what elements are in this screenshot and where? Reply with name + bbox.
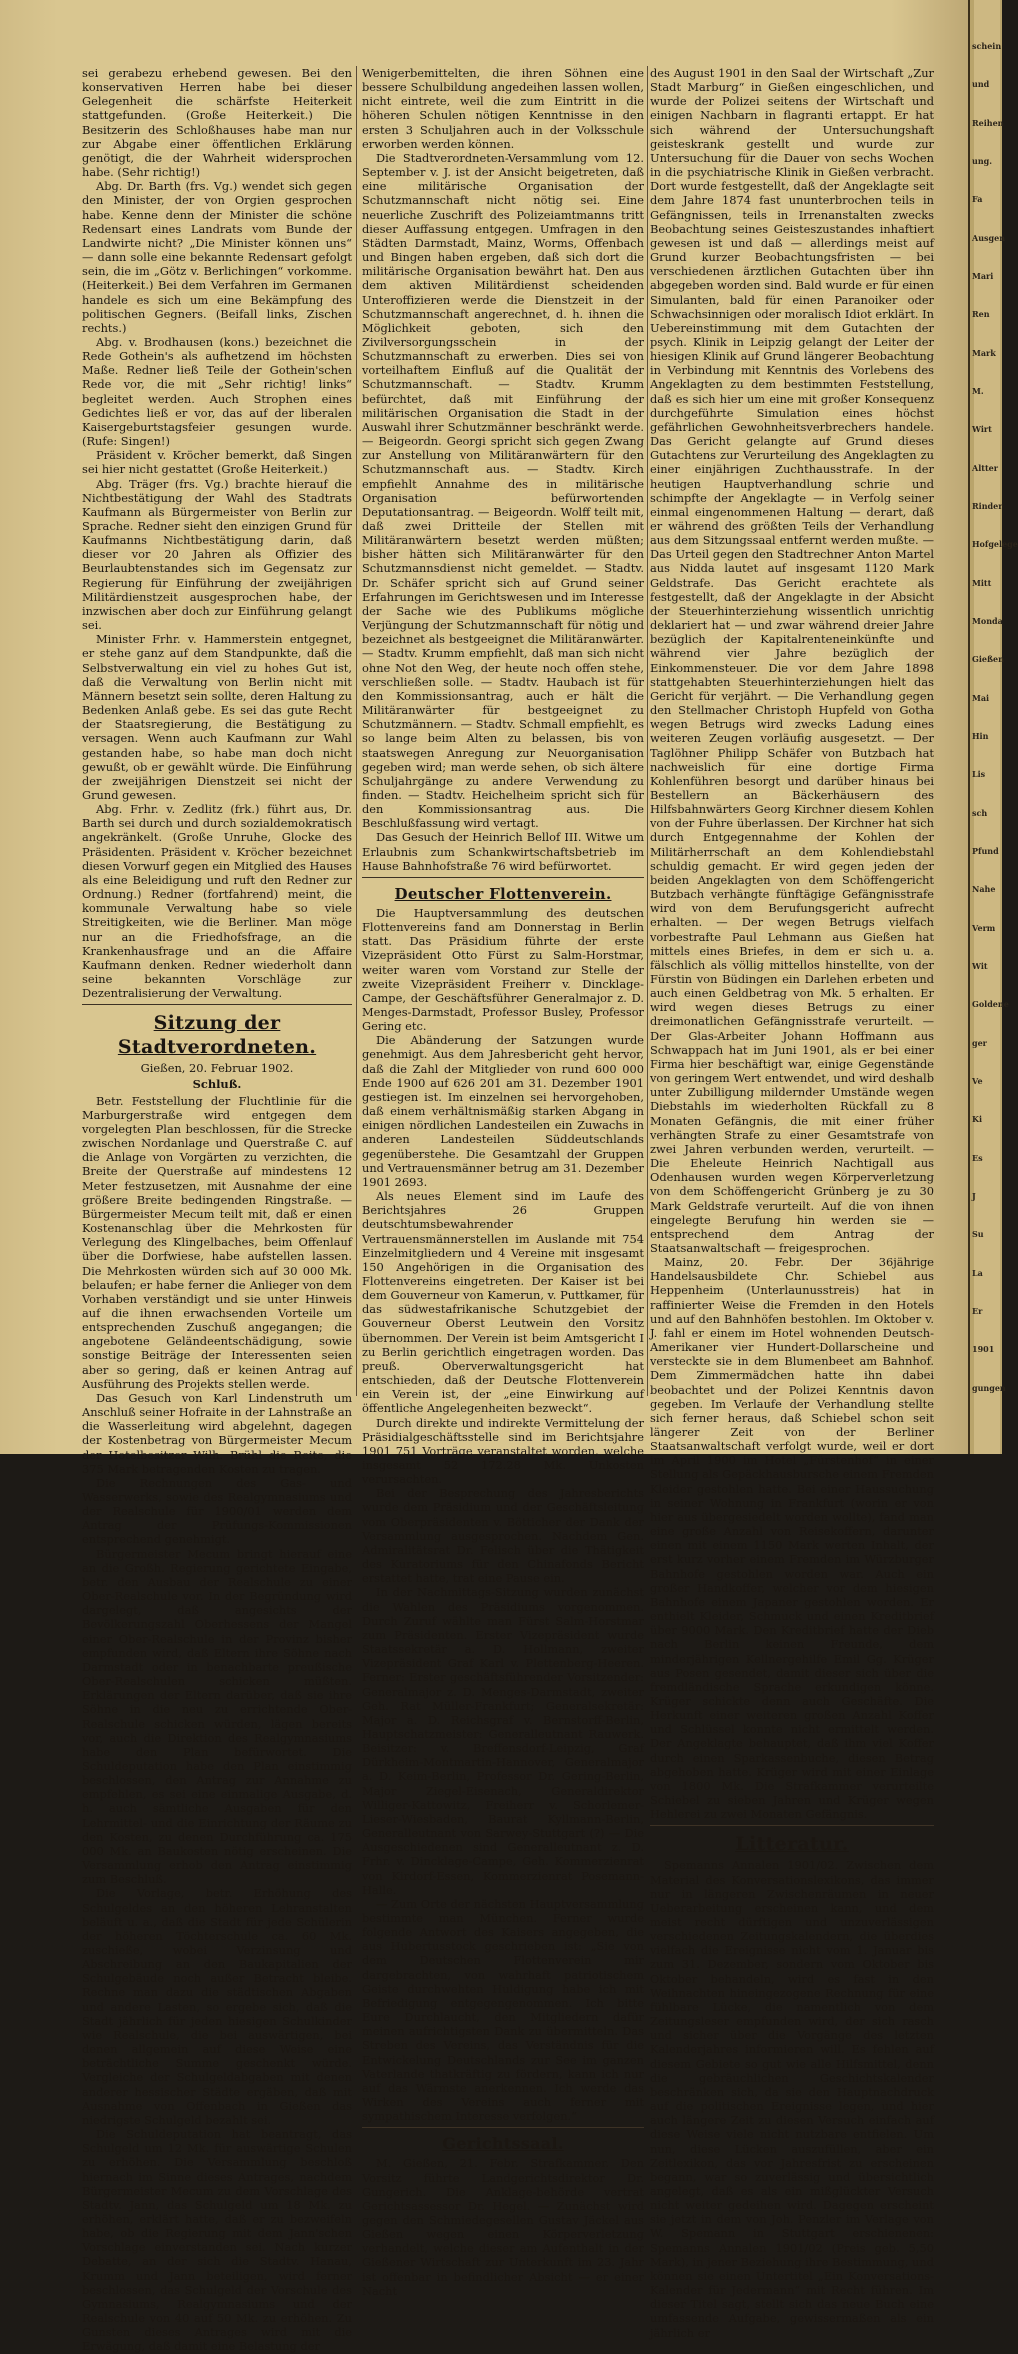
- paragraph: Die Rechnungen des Gas- und Wasserwerks, sowie des Realgymnasiums und der Realschule für 1900/01 werden dem Antrag der Prüfungs-Kommissionen entsprechend genehmigt.: [82, 1475, 352, 1547]
- edge-word: Wirt: [972, 424, 992, 435]
- paragraph: Abg. Frhr. v. Zedlitz (frk.) führt aus, Dr. Barth sei durch und durch sozialdemokratisch angekränkelt. (Große Unruhe, Glocke des Präsidenten. Präsident v. Kröcher bezeichnet diesen Vorwurf gegen ein Mitglied des Hauses als eine Beleidigung und ruft den Redner zur Ordnung.) Redner (fortfahrend) meint, die kommunale Verwaltung habe so viele Streitigkeiten, wie die Berliner. Man möge nur an die Friedhofsfrage, an die Krankenhausfrage und an die Affaire Kaufmann denken. Redner wiederholt dann seine bekannten Vorschläge zur Dezentralisierung der Verwaltung.: [82, 802, 352, 1001]
- paragraph: M. Gießen, 21. Febr. Strafkammer. Den Vorsitz führte Landgerichtsdirektor Dr. Gungerich. Die Anklage-behörde vertrat Gerichtsassessor Dr. Hegel. — Zunächst wird gegen den Schmiedegesellen Gustav Jäckel aus Gießen wegen einen Körperverletzung verhandelt, welche dieser am Aufenthalt in der Gießener Wirtschaft zur Unterkunft im 23. Jahr ist offenbar in befindlicher Absicht — er einer Nacht: [362, 2156, 644, 2298]
- edge-word: Mari: [972, 271, 994, 281]
- paragraph: — Zum Orte der nächsten Hauptversammlung bestimmte man München. Ferner wurde folgende Antwort des Kaisers angegeben, die aus Hubertusstock geschrieben ist: „Sie von dem Deutschen Flottenverein mir dargebrachten, von wahrhaft patriotischem Geiste durchwehten Huldigung habe ich mit Befriedigung entgegengenommen. Ich bitte Eure Durchlaucht, den Mitgliedern dafür meinen aufrichtigsten Dank zu übermitteln. Das Streben des Vereins, das Verständnis für die Entwickelung Deutschlands zur See im ganzen Vaterlande thatkräftig zu fördern, kann ich nur auf das Wärmste anerkennen. Ich werde das Wirken des Vereins auch ferner mit sympathischem Interesse verfolgen.“: [362, 1896, 644, 2124]
- edge-word: Mai: [972, 692, 990, 703]
- edge-word: La: [972, 1267, 983, 1278]
- edge-word: Verm: [972, 922, 996, 933]
- edge-word: Goldene: [972, 999, 1009, 1010]
- paragraph: Spemanns Annalen 1901/02. Zwischen dem Material des Konversationslexikons, das immer nur in längeren Zwischenräumen in neuer Ueberarbeitung erscheinen kann, und dem meist recht dürftigen und unzuverlässigen verschiedenen Zeitungskalendern, die überdies vielfach die Ereignisse nicht vom 1. Januar bis zum 31. Dezember, sondern vom Oktober bis Oktober behandeln, wird es fast in den Weihnachten hineingezogene Rechnung für eine fühlbare Lücke, die namentlich von dem Zeitungsleser empfunden wird, der sich rasch und sicher über die Vorgänge des letzten Kalenderjahres informieren will. Es fehlen auf diesem Gebiete so gut wie alle Hilfsmittel, denn die gebräuchlichen Geschichtskalender beschränken sich, da sie den Hauptnachdruck auf die politischen Ereignisse legen, und hier auch längere Zeit zu diesen Versuch einfach auf diese Weise viele nicht nutzbare entfielen. Um nun, diese Lücken auszufüllen, aber ein Zeitlexikon, das vor Jahresfrist zu erscheinen begann, war so zuverlässig und übersichtlich angelegt, daß es als ein mißglückter Versuch nicht weiter gedeihen wird. Dagegen erscheint sie jetzt in dem von Joh. Penzler im Verlage von W. Spemann in Stuttgart erschienenen: Spemanns Annalen 1901/02 (Preis geb. 5,50 Mark), in jener Beziehung ihre Bestimmung, und können sie einen Untertitel „Ein Konversations-Kalender für Jedermann“ mit Recht führen. Im dieser Titel sagt, stellt sich das neue Buch eine umfassende Aufgabe, gewissermaßen als ein jährlich er: [650, 1858, 934, 2340]
- column-rule: [647, 66, 648, 1396]
- section-heading-flottenverein: Deutscher Flottenverein.: [394, 884, 612, 903]
- dateline: Gießen, 20. Februar 1902.: [140, 1061, 294, 1076]
- edge-word: Hofgelege: [972, 539, 1018, 550]
- section-divider: [362, 2127, 644, 2128]
- paragraph: In der Nachmittags-Sitzung wurden zunächst die Wahlen des Präsidiums vorgenommen. Durch Zuruf wählte man Fürst Salm-Horstmar zum Präsidenten. Erster Vizepräsident wurde Staatssekretär a. D. Hollmann, zweiter Vizepräsident Graf Karl v. Plettenberg-Heeren. Ferner: Erster geschäftsführender Vorsitzender: Generalmajor z. D. Menges-Darmstadt, zweiter Geh. Rat Müller-Frankfurt; Generalsekretär: Major a. D. Reichsgraf v. Bernstorff-Berlin, Hauptschatzmeister: Generalleutnant Rauwerk. Beisitzer: v. Breffensdorf-Leipzig, Graf Dürkheim-Montmartin-Hannover, Generalmajor a. D. Keim-Berlin, Professor Dr. Gering-Berlin, Major Ziegel-Eisenach, Generaldirektor Williger-Kattowitz, Freiherr v. Schorlemer-Lieser-Wiesbaden, Baurat Kyllmann-Berlin, Generalleutnant von Sarwey-Stuttgart (?) — Die Ausgeschiedenen sind Generalleutnant z. D. Frhr. v. Dincklage-Campe, Geh. Kommerzienrat von Kirdorf-Essen, Kommerzienrat Posemann-Halle.: [362, 1585, 644, 1897]
- edge-word: Er: [972, 1306, 983, 1316]
- column-left: [82, 66, 353, 2354]
- section-divider: [82, 1004, 352, 1005]
- paragraph: Durch direkte und indirekte Vermittelung der Präsidialgeschäftsstelle sind im Berichtsjahre 1901 751 Vorträge veranstaltet worden, welche insgesamt 52 172.28 Mk. Unkosten verursachten.: [362, 1415, 644, 1487]
- paragraph: Die Stadtverordneten-Versammlung vom 12. September v. J. ist der Ansicht beigetreten, daß eine militärische Organisation der Schutzmannschaft nicht nötig sei. Eine neuerliche Zuschrift des Polizeiamtmanns tritt dieser Auffassung entgegen. Umfragen in den Städten Darmstadt, Mainz, Worms, Offenbach und Bingen haben ergeben, daß sich dort die militärische Organisation bewährt hat. Den aus dem aktiven Militärdienst scheidenden Unteroffizieren werde die Dienstzeit in der Schutzmannschaft angerechnet, d. h. ihnen die Möglichkeit geboten, sich den Zivilversorgungsschein in der Schutzmannschaft zu erwerben. Dies sei von vorteilhaftem Einfluß auf die Qualität der Schutzmannschaft. — Stadtv. Krumm befürchtet, daß mit Einführung der militärischen Organisation die Stadt in der Auswahl ihrer Schutzmänner beschränkt werde. — Beigeordn. Georgi spricht sich gegen Zwang zur Anstellung von Militäranwärtern für den Schutzmannschaft aus. — Stadtv. Kirch empfiehlt Annahme des in militärische Organisation befürwortenden Deputationsantrag. — Beigeordn. Wolff teilt mit, daß zwei Dritteile der Stellen mit Militäranwärtern besetzt werden müßten; bisher hätten sich Militäranwärter für den Schutzmannsdienst nicht gemeldet. — Stadtv. Dr. Schäfer spricht sich auf Grund seiner Erfahrungen im Gerichtswesen und im Interesse der Sache wie des Publikums mögliche Verjüngung der Schutzmannschaft für nötig und bezeichnet als bestgeeignet die Militäranwärter. — Stadtv. Krumm empfiehlt, daß man sich nicht ohne Not den Weg, der heute noch offen stehe, verschließen solle. — Stadtv. Haubach ist für den Kommissionsantrag, auch er hält die Militäranwärter für bestgeeignet zu Schutzmännern. — Stadtv. Schmall empfiehlt, es so lange beim Alten zu belassen, bis von staatswegen Anregung zur Neuorganisation gegeben wird; man werde sehen, ob sich ältere Schuljahrgänge zu andere Verwendung zu finden. — Stadtv. Heichelheim spricht sich für den Kommissionsantrag aus. Die Beschlußfassung wird vertagt.: [362, 150, 644, 831]
- edge-word: ung.: [972, 156, 993, 166]
- paragraph: des August 1901 in den Saal der Wirtschaft „Zur Stadt Marburg“ in Gießen eingeschlichen, und wurde der Polizei seitens der Wirtschaft und einigen Nachbarn in flagranti ertappt. Er hat sich während der Untersuchungshaft geisteskrank gestellt und wurde zur Untersuchung für die Dauer von sechs Wochen in die psychiatrische Klinik in Gießen verbracht. Dort wurde festgestellt, daß der Angeklagte seit dem Jahre 1874 fast ununterbrochen teils in Gefängnissen, teils in Irrenanstalten zwecks Beobachtung seines Geisteszustandes inhaftiert gewesen ist und daß — allerdings meist auf Grund kurzer Beobachtungsfristen — bei verschiedenen ärztlichen Gutachten über ihn abgegeben worden sind. Bald wurde er für einen Simulanten, bald für einen Paranoiker oder Schwachsinnigen oder moralisch Idiot erklärt. In Uebereinstimmung mit dem Gutachten der psych. Klinik in Leipzig gelangt der Leiter der hiesigen Klinik auf Grund längerer Beobachtung in Verbindung mit Kenntnis des Vorlebens des Angeklagten zu dem bestimmten Feststellung, daß es sich hier um eine mit großer Konsequenz durchgeführte Simulation eines höchst gefährlichen Gewohnheitsverbrechers handele. Das Gericht gelangte auf Grund dieses Gutachtens zur Verurteilung des Angeklagten zu einer einjährigen Zuchthausstrafe. In der heutigen Hauptverhandlung schrie und schimpfte der Angeklagte — in Verfolg seiner einmal eingenommenen Haltung — derart, daß er während des größten Teils der Verhandlung aus dem Sitzungssaal entfernt werden mußte. — Das Urteil gegen den Stadtrechner Anton Martel aus Nidda lautet auf insgesamt 1120 Mark Geldstrafe. Das Gericht erachtete als festgestellt, daß der Angeklagte in der Absicht der Steuerhinterziehung wissentlich unrichtig deklariert hat — und zwar während dreier Jahre bezüglich der Kapitalrenteneinkünfte und während vier Jahre bezüglich der Einkommensteuer. Die vor dem Jahre 1898 stattgehabten Steuerhinterziehungen hielt das Gericht für verjährt. — Die Verhandlung gegen den Stellmacher Christoph Hupfeld von Gotha wegen Betrugs wird zwecks Ladung eines weiteren Zeugen vorläufig ausgesetzt. — Der Taglöhner Philipp Schäfer von Butzbach hat nachweislich für eine dortige Firma Kohlenführen besorgt und darüber hinaus bei Bestellern an Bäckerhäusern des Hilfsbahnwärters Georg Kirchner diesem Kohlen von der Fuhre überlassen. Der Kirchner hat sich durch Entgegennahme der Kohlen der Militärherrschaft an dem Kohlendiebstahl schuldig gemacht. Er wird gegen jeden der beiden Angeklagten von dem Schöffengericht Butzbach verhängte fünftägige Gefängnisstrafe wird von dem Berufungsgericht aufrecht erhalten. — Der wegen Betrugs vielfach vorbestrafte Paul Lehmann aus Gießen hat mittels eines Briefes, in dem er sich u. a. fälschlich als völlig mittellos hinstellte, von der Fürstin von Büdingen ein Darlehen erbeten und auch einen Geldbetrag von Mk. 5 erhalten. Er wird wegen dieses Betrugs zu einer dreimonatlichen Gefängnisstrafe verurteilt. — Der Glas-Arbeiter Johann Hoffmann aus Schwappach hat im Juni 1901, als er bei einer Firma hier beschäftigt war, einige Gegenstände von geringem Wert entwendet, und wird deshalb unter Zubilligung mildernder Umstände wegen Diebstahls im wiederholten Rückfall zu 8 Monaten Gefängnis, die mit einer früher verhängten Strafe zu einer Gesamtstrafe von zwei Jahren verbunden werden, verurteilt. — Die Eheleute Heinrich Nachtigall aus Odenhausen wurden wegen Körperverletzung von dem Schöffengericht Grünberg je zu 30 Mark Geldstrafe verurteilt. Auf die von ihnen eingelegte Berufung hin werden sie — entsprechend dem Antrag der Staatsanwaltschaft — freigesprochen.: [650, 66, 934, 1255]
- paragraph: Betr. Feststellung der Fluchtlinie für die Marburgerstraße wird entgegen dem vorgelegten Plan beschlossen, für die Strecke zwischen Nordanlage und Querstraße C. auf die Anlage von Vorgärten zu verzichten, die Breite der Querstraße auf mindestens 12 Meter festzusetzen, mit Ausnahme der eine größere Breite bedingenden Ringstraße. — Bürgermeister Mecum teilt mit, daß er einen Kostenanschlag über die Mehrkosten für Verlegung des Klingelbaches, beim Offenlauf über die Dorfwiese, habe aufstellen lassen. Die Mehrkosten würden sich auf 30 000 Mk. belaufen; er habe ferner die Anlieger von dem Vorhaben verständigt und sie unter Hinweis auf die ihnen erwachsenden Vorteile um entsprechenden Zuschuß angegangen; die angebotene Geländeentschädigung, sowie sonstige Beiträge der Interessenten seien aber so gering, daß er keinen Antrag auf Ausführung des Projekts stellen werde.: [82, 1093, 352, 1391]
- paragraph: Mainz, 20. Febr. Der 36jährige Handelsausbildete Chr. Schiebel aus Heppenheim (Unterlaunusstreis) hat in raffinierter Weise die Fremden in den Hotels und auf den Bahnhöfen bestohlen. Im Oktober v. J. fahl er einem im Hotel wohnenden Deutsch-Amerikaner vier Hundert-Dollarscheine und versteckte sie in dem Blumenbeet am Bahnhof. Dem Zimmermädchen hatte ihn dabei beobachtet und der Polizei Kenntnis davon gegeben. Im Verlaufe der Verhandlung stellte sich ferner heraus, daß Schiebel schon seit längerer Zeit von der Berliner Staatsanwaltschaft verfolgt wurde, weil er dort im April 1900 im Hotel „Fürstenhof“ in einer Stellung als Gepäckhausbursche einem Fremden Kleider gestohlen hatte. Bei einer Haussuchung in seiner Wohnung in Frankfurt (worin er von hier aus übergesiedelt worden wollte), fand man eine große Anzahl von Reisekoffern, darunter einen mit einem 1150 Mark werten Inhalt, der erst kurz vorher einem Fremden im Würzburger Bahnhofe gestohlen worden war. Auch ein großer Handkoffer, welcher vor dem hiesigen Bahnhofe einem Japaner gestohlen worden. Er enthielt Kleider, Schmuck und einen Kreditbrief über 9000 Mark. Den Kreditbrief hatte der Dieb nach Berlin keinen Freunde, dem minderjährigen Kellnergehilfe Emil Gg. Krüger aus Posen gesendet, damit dieser sich über die fremdländische Sprache erkundigen könne. Krüger schickte denn auch Geschäfte. Die Herkunft einer weiteren großen Anzahl Koffer und Schlüssel konnte nicht ermittelt werden. Der Angeklagte behauptet, daß ihm viel Koffer durch einen Sparkassenbuche, diesen Betrag abgehoben hatte. Krüger wird mit einer Einlage von 1800 Mk. Die Strafkammer verurteilte Schiebel zu sieben Jahren und Krüger wegen Hehlerei zu zwei Monaten Gefängnis.: [650, 1255, 934, 1822]
- edge-word: Nahe: [972, 884, 996, 895]
- edge-word: M.: [972, 386, 984, 396]
- paragraph: Präsident v. Kröcher bemerkt, daß Singen sei hier nicht gestattet (Große Heiterkeit.): [82, 448, 352, 477]
- edge-word: und: [972, 79, 990, 90]
- edge-word: Mark: [972, 347, 996, 358]
- paragraph: Abg. Dr. Barth (frs. Vg.) wendet sich gegen den Minister, der von Orgien gesprochen habe. Kenne denn der Minister die schöne Redensart eines Landrats vom Bunde der Landwirte nicht? „Die Minister können uns“ — dann solle eine bekannte Redensart gefolgt sein, die im „Götz v. Berlichingen“ vorkomme. (Heiterkeit.) Bei dem Verfahren im Germanen handele es sich um eine Bekämpfung des politischen Gegners. (Beifall links, Zischen rechts.): [82, 179, 352, 335]
- section-heading-litteratur: Litteratur.: [735, 1833, 849, 1856]
- paragraph: Wenigerbemittelten, die ihren Söhnen eine bessere Schulbildung angedeihen lassen wollen, nicht eintrete, weil die zum Eintritt in die höheren Schulen nötigen Kenntnisse in den ersten 3 Schuljahren auch in der Volksschule erworben werden können.: [362, 66, 644, 151]
- edge-word: Fa: [972, 194, 983, 205]
- edge-word: Lis: [972, 769, 986, 780]
- subheading: Schluß.: [192, 1077, 242, 1092]
- paragraph: Die Hauptversammlung des deutschen Flottenvereins fand am Donnerstag in Berlin statt. Das Präsidium führte der erste Vizepräsident Otto Fürst zu Salm-Horstmar, weiter waren vom Vorstand zur Stelle der zweite Vizepräsident Freiherr v. Dincklage-Campe, der Geschäftsführer Generalmajor z. D. Menges-Darmstadt, Professor Busley, Professor Gering etc.: [362, 905, 644, 1034]
- adjacent-page-edge: [968, 0, 1018, 1454]
- edge-word: Mitt: [972, 577, 992, 588]
- column-middle: [362, 66, 644, 2298]
- paragraph: Das Gesuch von Karl Lindenstruth um Anschluß seiner Hofraite in der Lahnstraße an die Wasserleitung wird abgelehnt, dagegen der Kostenbetrag von Bürgermeister Mecum der Hotelbesitzer Wilh. Brühl die Reite, die 375 Mark betragenden Kosten zu tragen.: [82, 1390, 353, 1476]
- edge-word: Ki: [972, 1114, 982, 1125]
- edge-word: Reihen: [972, 117, 1004, 128]
- edge-word: gungen: [972, 1382, 1006, 1393]
- paragraph: Das Gesuch der Heinrich Bellof III. Witwe um Erlaubnis zum Schankwirtschaftsbetrieb im Hause Bahnhofstraße 76 wird befürwortet.: [362, 830, 644, 873]
- column-rule: [356, 66, 357, 1396]
- edge-word: Es: [972, 1152, 983, 1163]
- column-right: [650, 66, 934, 2340]
- paragraph: Die Schuldeputation hat beantragt, das Schulgeld um 12 Mk. für auswärtige Schulen zu erhöhen. Die Versammlung beschloß hiernach im Sinne dieses Antrages, nachdem Bürgermeister Mecum zu dem Vorschlage des Stadtv. Jann, das Schulgeld um 18 Mk. zu erhöhen, erklärt hatte, daß er zu bezweifeln habe, ob die Regierung mit dem Jann'schen Vorschlage einverstanden sei. Nach kurzer Debatte, an der sich die Stadtv. Hanau, Krumm und Jann beteiligen, wird ferner beschlossen, das Schulgeld der Vorschule des Gymnasiums, Realgymnasiums und der Realschule von 40 auf 50 Mk. zu erhöhen. Zu Gunsten dieses Antrages wird mit die Erwägung, daß damit eine Belastung der: [82, 2127, 352, 2354]
- paragraph: Bürgermeister Mecum bringt hierauf eine an die Großh. Regierung gerichtete Eingabe, betr. den Ausbau der Realschule zu einer Ober-Realschule vor. In der Begründung wird dargelegt, daß angesichts der Bevölkerungszahl Oberhessens der Mangel einer Ober-Realschule in der Provinz bisher empfunden wird, daß Eltern ihre Söhne nach Darmstadt oder in benachbarte preußische Ober-Realschulen schicken müßten. Erklärungen der Eltern darüber, daß sie ihre Söhne in die neu zu errichtende Ober-Realschule schicken würden, lägen bereits vor, auch die Direktion des Realgymnasiums habe den Plan befürwortet. Die Schuldeputation habe den Plan einstimmig beschlossen, den Antrag zur Annahme zu empfehlen, es sei eine einmalige Ausgabe, d. h. auch sämtliche Ausgaben für den Lehrmittel- und die Einrichtung der Räume zu den Kosten, zu denen Durchführung ca. 175 000 Mk. an Baukosten nötig erscheinen. Die Versammlung erhob den Antrag einstimmig zum Beschluß.: [82, 1546, 352, 1887]
- edge-word: J: [972, 1191, 976, 1201]
- edge-word: Wit: [972, 961, 988, 971]
- paragraph: Die Abänderung der Satzungen wurde genehmigt. Aus dem Jahresbericht geht hervor, daß die Zahl der Mitglieder von rund 600 000 Ende 1900 auf 626 201 am 31. Dezember 1901 gestiegen ist. Im einzelnen sei hervorgehoben, daß einem verhältnismäßig starken Abgang in einigen nördlichen Landesteilen ein Zuwachs in anderen Landesteilen Süddeutschlands gegenüberstehe. Die Gesamtzahl der Gruppen und Vertrauensmänner betrug am 31. Dezember 1901 2693.: [362, 1033, 644, 1189]
- paragraph: Minister Frhr. v. Hammerstein entgegnet, er stehe ganz auf dem Standpunkte, daß die Selbstverwaltung ein viel zu hohes Gut ist, daß die Verwaltung von Berlin nicht mit Männern besetzt sein sollte, deren Haltung zu Bedenken Anlaß gebe. Es sei das gute Recht der Staatsregierung, die Bestätigung zu versagen. Wenn auch Kaufmann zur Wahl gestanden habe, so habe man doch nicht gewußt, ob er gewählt würde. Die Einführung der zweijährigen Dienstzeit sei nicht der Grund gewesen.: [82, 632, 352, 802]
- paragraph: sei gerabezu erhebend gewesen. Bei den konservativen Herren habe bei dieser Gelegenheit die schärfste Heiterkeit stattgefunden. (Große Heiterkeit.) Die Besitzerin des Schloßhauses habe man nur zur Abgabe einer öffentlichen Erklärung genötigt, die der Wahrheit widersprochen habe. (Sehr richtig!): [82, 66, 352, 180]
- edge-word: Hin: [972, 731, 989, 741]
- edge-word: schein: [972, 41, 1002, 51]
- edge-word: Gießen: [972, 654, 1004, 665]
- edge-word: Su: [972, 1229, 984, 1240]
- edge-word: Monda: [972, 616, 1003, 626]
- paragraph: Abg. v. Brodhausen (kons.) bezeichnet die Rede Gothein's als aufhetzend im höchsten Maße. Redner ließ Teile der Gothein'schen Rede vor, die mit „Sehr richtig! links“ begleitet werden. Auch Strophen eines Gedichtes ließ er vor, das auf der liberalen Kaisergeburtstagsfeier gesungen wurde. (Rufe: Singen!): [82, 334, 352, 449]
- paragraph: Abg. Träger (frs. Vg.) brachte hierauf die Nichtbestätigung der Wahl des Stadtrats Kaufmann als Bürgermeister von Berlin zur Sprache. Redner sieht den einzigen Grund für Kaufmanns Nichtbestätigung darin, daß dieser vor 20 Jahren als Offizier des Beurlaubtenstandes sich im Gegensatz zur Regierung für Einführung der zweijährigen Militärdienstzeit ausgesprochen habe, der inzwischen aber doch zur Einführung gelangt sei.: [82, 476, 352, 633]
- edge-word: sch: [972, 807, 988, 818]
- edge-word: Altter: [972, 462, 998, 473]
- edge-word: Ren: [972, 309, 990, 320]
- edge-word: 1901: [972, 1344, 995, 1355]
- edge-word: Rinder: [972, 501, 1003, 511]
- paragraph: Als neues Element sind im Laufe des Berichtsjahres 26 Gruppen deutschtumsbewahrender Vertrauensmännerstellen im Auslande mit 754 Einzelmitgliedern und 4 Vereine mit insgesamt 150 Angehörigen in die Organisation des Flottenvereins eingetreten. Der Kaiser ist bei dem Gouverneur von Kamerun, v. Puttkamer, für das südwestafrikanische Schutzgebiet der Gouverneur Oberst Leutwein den Vorsitz übernommen. Der Verein ist beim Amtsgericht I zu Berlin gerichtlich eingetragen worden. Das preuß. Oberverwaltungsgericht hat entschieden, daß der Deutsche Flottenverein ein Verein ist, der „eine Einwirkung auf öffentliche Angelegenheiten bezweckt“.: [362, 1189, 644, 1416]
- section-heading-gerichtssaal: Gerichtssaal.: [442, 2134, 564, 2154]
- edge-word: Pfund: [972, 846, 999, 856]
- edge-word: Ausgen: [972, 232, 1006, 243]
- paragraph: Bei der Besprechung des Jahresberichts wurde dem Präsidium und der Geschäftsleitung vom Oberpräsidenten v. Bötticher der Dank der Versammlung ausgesprochen. Nachdem Gen. Admiralitätsrat Dr. Felisch über die Thätigkeit des Kuratoriums für den Chinafonds Bericht erstattet hatte, trat eine Pause ein.: [362, 1486, 644, 1586]
- edge-word: Ve: [972, 1076, 983, 1086]
- paragraph: Die Vorlage, betr. Erhöhung des Schulgeldes an den höheren Lehranstalten beläuft u. a., daß die Stadt für jede Schülerin der höheren Töchterschule ca. 60 Mk. zuschieße, wobei Verzinsung und Abschreibung an den Baukapitalien der Schulgebäude noch außer Betracht bleibe. Rechne man dazu die städtischen Abgaben und andere Lasten, so ergebe sich, daß die Stadt jährlich für jeden hiesigen Schulkinder wie Realschule, die bei auswärtigen, bei denen allgemein auf diese Weise eine beträchtliche Summe geschenkt würde. Vergleiche der Schulgeldabgaben mit denen anderer hessischer Städte ergäben, daß mit Ausnahme von Offenbach in Gießen das niedrigste Schulgeld bezahlt sei.: [82, 1886, 352, 2127]
- edge-word: ger: [972, 1037, 987, 1048]
- section-divider: [650, 1825, 934, 1826]
- section-heading-stadtverordneten: Sitzung der Stadtverordneten.: [117, 1012, 317, 1059]
- section-divider: [362, 877, 644, 878]
